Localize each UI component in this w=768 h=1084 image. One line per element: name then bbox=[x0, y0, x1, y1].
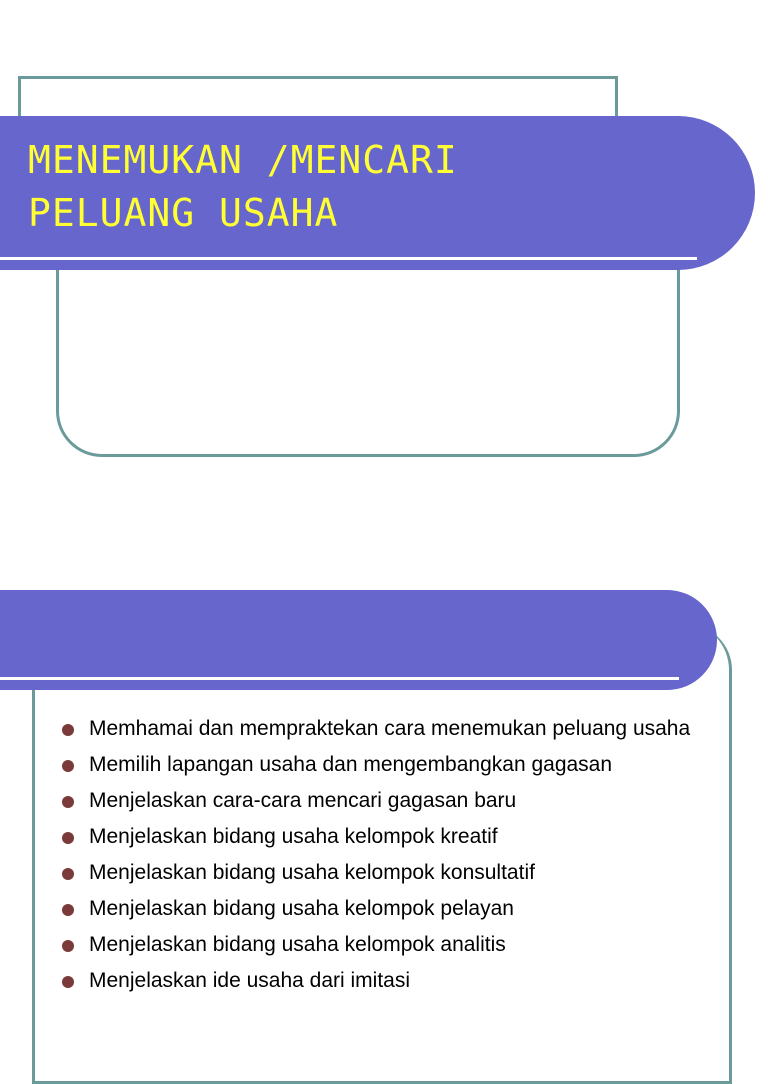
objectives-list bbox=[62, 714, 702, 1002]
list-item-text: Menjelaskan bidang usaha kelompok kreatif bbox=[89, 825, 498, 848]
list-item bbox=[62, 894, 702, 923]
list-item-text: Menjelaskan ide usaha dari imitasi bbox=[89, 969, 410, 992]
objectives-slide bbox=[0, 560, 768, 1024]
bullet-icon bbox=[62, 832, 74, 844]
bullet-icon bbox=[62, 940, 74, 952]
list-item bbox=[62, 822, 702, 851]
title-slide bbox=[0, 0, 768, 500]
bullet-icon bbox=[62, 796, 74, 808]
title-band-rule bbox=[0, 257, 697, 260]
list-item-text: Menjelaskan cara-cara mencari gagasan baru bbox=[89, 789, 517, 812]
list-item bbox=[62, 858, 702, 887]
list-item bbox=[62, 750, 702, 779]
slide-title-line-2: PELUANG USAHA bbox=[28, 191, 339, 235]
bullet-icon bbox=[62, 904, 74, 916]
list-item-text: Menjelaskan bidang usaha kelompok konsultatif bbox=[89, 861, 535, 884]
list-item-text: Menjelaskan bidang usaha kelompok analitis bbox=[89, 933, 506, 956]
slide-title bbox=[28, 134, 458, 240]
bullet-icon bbox=[62, 868, 74, 880]
bullet-icon bbox=[62, 724, 74, 736]
header-band bbox=[0, 590, 717, 690]
list-item bbox=[62, 966, 702, 995]
bullet-icon bbox=[62, 760, 74, 772]
slide-frame-bottom bbox=[56, 240, 680, 457]
slide-title-line-1: MENEMUKAN /MENCARI bbox=[28, 138, 458, 182]
list-item-text: Memhamai dan mempraktekan cara menemukan peluang usaha bbox=[89, 717, 691, 740]
list-item bbox=[62, 786, 702, 815]
list-item-text: Menjelaskan bidang usaha kelompok pelayan bbox=[89, 897, 514, 920]
list-item bbox=[62, 930, 702, 959]
header-band-rule bbox=[0, 677, 679, 680]
list-item-text: Memilih lapangan usaha dan mengembangkan gagasan bbox=[89, 753, 613, 776]
bullet-icon bbox=[62, 976, 74, 988]
list-item bbox=[62, 714, 702, 743]
